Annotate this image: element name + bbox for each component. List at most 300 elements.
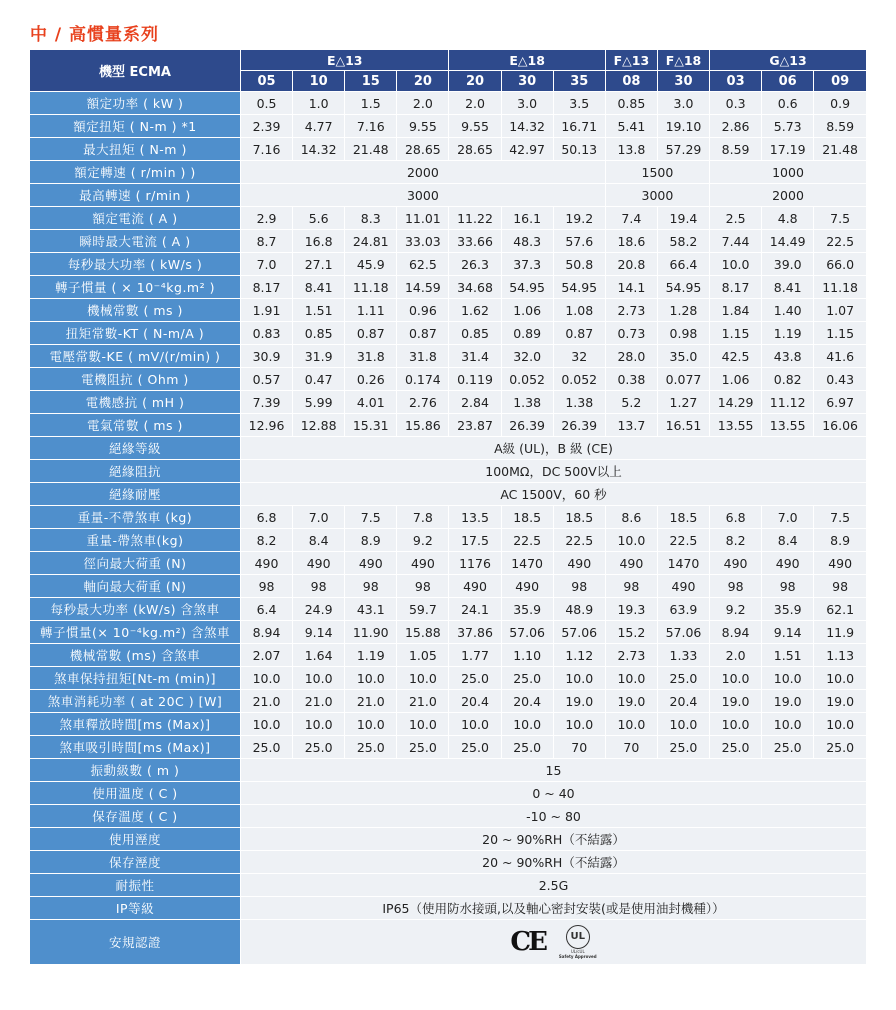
value-cell: 32.0 [501, 345, 553, 368]
value-cell: 22.5 [657, 529, 709, 552]
value-cell: 5.99 [293, 391, 345, 414]
value-cell: 4.8 [762, 207, 814, 230]
value-cell: 0.83 [240, 322, 292, 345]
value-cell: 57.06 [657, 621, 709, 644]
value-cell: 33.66 [449, 230, 501, 253]
value-cell: 14.29 [710, 391, 762, 414]
value-cell: 37.86 [449, 621, 501, 644]
table-row [30, 138, 866, 161]
value-cell: 11.01 [397, 207, 449, 230]
value-cell: 35.0 [657, 345, 709, 368]
value-cell: 2.84 [449, 391, 501, 414]
row-label: 轉子慣量 ( × 10⁻⁴kg.m² ) [30, 276, 240, 299]
value-cell: 31.4 [449, 345, 501, 368]
group-header: F△18 [657, 50, 709, 71]
table-row [30, 644, 866, 667]
value-cell: 18.5 [553, 506, 605, 529]
value-cell: 0.38 [605, 368, 657, 391]
value-cell: 12.96 [240, 414, 292, 437]
model-code: 10 [293, 71, 345, 92]
value-cell: 54.95 [657, 276, 709, 299]
value-cell: 19.0 [710, 690, 762, 713]
value-cell: 11.22 [449, 207, 501, 230]
value-cell: 21.0 [293, 690, 345, 713]
value-cell: 25.0 [345, 736, 397, 759]
row-label: 額定電流 ( A ) [30, 207, 240, 230]
value-cell: 0.26 [345, 368, 397, 391]
value-cell: 14.32 [501, 115, 553, 138]
table-row [30, 736, 866, 759]
model-code: 35 [553, 71, 605, 92]
value-cell: 62.5 [397, 253, 449, 276]
value-cell: 14.49 [762, 230, 814, 253]
value-cell: 98 [710, 575, 762, 598]
value-cell: 26.39 [553, 414, 605, 437]
model-code: 08 [605, 71, 657, 92]
merged-value-cell: 20 ~ 90%RH（不結露） [240, 851, 866, 874]
certification-row [30, 920, 866, 965]
value-cell: 490 [657, 575, 709, 598]
model-code: 30 [657, 71, 709, 92]
table-body [30, 92, 866, 965]
row-label: 軸向最大荷重 (N) [30, 575, 240, 598]
value-cell: 2.9 [240, 207, 292, 230]
value-cell: 66.0 [814, 253, 866, 276]
merged-value-cell: 100MΩ，DC 500V以上 [240, 460, 866, 483]
value-cell: 5.2 [605, 391, 657, 414]
value-cell: 1.19 [762, 322, 814, 345]
value-cell: 28.0 [605, 345, 657, 368]
value-cell: 9.14 [762, 621, 814, 644]
value-cell: 25.0 [501, 736, 553, 759]
value-cell: 98 [553, 575, 605, 598]
value-cell: 2.86 [710, 115, 762, 138]
row-label: 煞車保持扭矩[Nt-m (min)] [30, 667, 240, 690]
table-row [30, 414, 866, 437]
value-cell: 21.48 [345, 138, 397, 161]
table-row [30, 92, 866, 115]
value-cell: 10.0 [240, 713, 292, 736]
row-label: 機械常數 (ms) 含煞車 [30, 644, 240, 667]
table-row [30, 667, 866, 690]
row-label: 每秒最大功率 (kW/s) 含煞車 [30, 598, 240, 621]
value-cell: 490 [397, 552, 449, 575]
value-cell: 0.89 [501, 322, 553, 345]
value-cell: 6.4 [240, 598, 292, 621]
value-cell: 16.1 [501, 207, 553, 230]
value-cell: 98 [345, 575, 397, 598]
value-cell: 14.59 [397, 276, 449, 299]
value-cell: 35.9 [762, 598, 814, 621]
value-cell: 1.51 [762, 644, 814, 667]
value-cell: 98 [762, 575, 814, 598]
row-label: 徑向最大荷重 (N) [30, 552, 240, 575]
value-cell: 10.0 [605, 667, 657, 690]
value-cell: 21.48 [814, 138, 866, 161]
value-cell: 3.0 [501, 92, 553, 115]
value-cell: 10.0 [553, 667, 605, 690]
value-cell: 1.15 [814, 322, 866, 345]
value-cell: 12.88 [293, 414, 345, 437]
value-cell: 13.55 [762, 414, 814, 437]
value-cell: 25.0 [657, 667, 709, 690]
value-cell: 24.1 [449, 598, 501, 621]
value-cell: 25.0 [814, 736, 866, 759]
merged-value-cell: -10 ~ 80 [240, 805, 866, 828]
value-cell: 21.0 [345, 690, 397, 713]
value-cell: 5.41 [605, 115, 657, 138]
value-cell: 7.0 [293, 506, 345, 529]
value-cell: 70 [553, 736, 605, 759]
row-label: 額定轉速 ( r/min ) ) [30, 161, 240, 184]
row-label: 每秒最大功率 ( kW/s ) [30, 253, 240, 276]
value-cell: 19.0 [605, 690, 657, 713]
value-cell: 490 [605, 552, 657, 575]
value-cell: 54.95 [553, 276, 605, 299]
value-cell: 0.3 [710, 92, 762, 115]
value-cell: 8.59 [710, 138, 762, 161]
value-cell: 54.95 [501, 276, 553, 299]
value-cell: 16.71 [553, 115, 605, 138]
table-row [30, 230, 866, 253]
value-cell: 0.87 [553, 322, 605, 345]
value-cell: 0.85 [605, 92, 657, 115]
value-cell: 0.85 [449, 322, 501, 345]
value-cell: 0.87 [345, 322, 397, 345]
group-header: E△18 [449, 50, 605, 71]
value-cell: 4.77 [293, 115, 345, 138]
value-cell: 10.0 [814, 713, 866, 736]
value-cell: 98 [397, 575, 449, 598]
value-cell: 22.5 [553, 529, 605, 552]
value-cell: 42.5 [710, 345, 762, 368]
value-cell: 1.62 [449, 299, 501, 322]
value-cell: 28.65 [449, 138, 501, 161]
row-label: 電氣常數 ( ms ) [30, 414, 240, 437]
value-cell: 7.39 [240, 391, 292, 414]
value-cell: 0.96 [397, 299, 449, 322]
value-cell: 23.87 [449, 414, 501, 437]
value-cell: 10.0 [501, 713, 553, 736]
table-row [30, 207, 866, 230]
value-cell: 1.0 [293, 92, 345, 115]
value-cell: 0.85 [293, 322, 345, 345]
value-cell: 0.5 [240, 92, 292, 115]
value-cell: 1.38 [553, 391, 605, 414]
value-cell: 63.9 [657, 598, 709, 621]
value-cell: 98 [814, 575, 866, 598]
value-cell: 2.0 [449, 92, 501, 115]
row-label: 煞車釋放時間[ms (Max)] [30, 713, 240, 736]
table-row [30, 483, 866, 506]
value-cell: 8.9 [345, 529, 397, 552]
page-title: 中 / 高慣量系列 [30, 25, 160, 45]
value-cell: 1.06 [501, 299, 553, 322]
value-cell: 1470 [501, 552, 553, 575]
value-cell: 11.18 [814, 276, 866, 299]
value-cell: 70 [605, 736, 657, 759]
value-cell: 0.43 [814, 368, 866, 391]
table-row [30, 851, 866, 874]
value-cell: 2.73 [605, 299, 657, 322]
value-cell: 10.0 [449, 713, 501, 736]
row-label: 瞬時最大電流 ( A ) [30, 230, 240, 253]
value-cell: 66.4 [657, 253, 709, 276]
merged-value-cell: 2.5G [240, 874, 866, 897]
value-cell: 11.90 [345, 621, 397, 644]
value-cell: 1.08 [553, 299, 605, 322]
value-cell: 10.0 [710, 667, 762, 690]
value-cell: 9.55 [397, 115, 449, 138]
value-cell: 19.2 [553, 207, 605, 230]
table-row [30, 529, 866, 552]
value-cell: 1470 [657, 552, 709, 575]
model-code: 09 [814, 71, 866, 92]
value-cell: 37.3 [501, 253, 553, 276]
value-cell: 17.5 [449, 529, 501, 552]
ul-text: UL/cUL [570, 949, 585, 954]
value-cell: 57.29 [657, 138, 709, 161]
model-code: 05 [240, 71, 292, 92]
value-cell: 7.16 [240, 138, 292, 161]
value-cell: 25.0 [293, 736, 345, 759]
group-header: F△13 [605, 50, 657, 71]
row-label: 安規認證 [30, 920, 240, 965]
value-cell: 18.6 [605, 230, 657, 253]
row-label: 煞車消耗功率 ( at 20C ) [W] [30, 690, 240, 713]
value-cell: 10.0 [657, 713, 709, 736]
value-cell: 34.68 [449, 276, 501, 299]
value-cell: 8.17 [710, 276, 762, 299]
value-cell: 10.0 [762, 713, 814, 736]
value-cell: 7.16 [345, 115, 397, 138]
table-row [30, 690, 866, 713]
ul-logo: UL [566, 925, 590, 949]
value-cell: 50.8 [553, 253, 605, 276]
table-row [30, 805, 866, 828]
model-label: 機型 ECMA [30, 50, 240, 92]
value-cell: 62.1 [814, 598, 866, 621]
merged-value-cell: 0 ~ 40 [240, 782, 866, 805]
value-cell: 35.9 [501, 598, 553, 621]
value-cell: 1.05 [397, 644, 449, 667]
value-cell: 21.0 [240, 690, 292, 713]
value-cell: 7.0 [240, 253, 292, 276]
value-cell: 490 [553, 552, 605, 575]
merged-value-cell: 1000 [710, 161, 866, 184]
value-cell: 8.6 [605, 506, 657, 529]
merged-value-cell: 2000 [240, 161, 605, 184]
value-cell: 10.0 [397, 667, 449, 690]
row-label: 電機感抗 ( mH ) [30, 391, 240, 414]
value-cell: 31.9 [293, 345, 345, 368]
value-cell: 59.7 [397, 598, 449, 621]
value-cell: 1.15 [710, 322, 762, 345]
value-cell: 1.12 [553, 644, 605, 667]
value-cell: 8.41 [762, 276, 814, 299]
merged-value-cell: 3000 [240, 184, 605, 207]
value-cell: 0.98 [657, 322, 709, 345]
value-cell: 2.07 [240, 644, 292, 667]
table-row [30, 552, 866, 575]
value-cell: 39.0 [762, 253, 814, 276]
table-row [30, 828, 866, 851]
value-cell: 20.8 [605, 253, 657, 276]
value-cell: 1.28 [657, 299, 709, 322]
value-cell: 5.73 [762, 115, 814, 138]
row-label: 使用溼度 [30, 828, 240, 851]
value-cell: 10.0 [293, 667, 345, 690]
merged-value-cell: 3000 [605, 184, 709, 207]
value-cell: 20.4 [501, 690, 553, 713]
value-cell: 11.18 [345, 276, 397, 299]
value-cell: 21.0 [397, 690, 449, 713]
value-cell: 13.7 [605, 414, 657, 437]
table-row [30, 874, 866, 897]
table-row [30, 759, 866, 782]
value-cell: 0.57 [240, 368, 292, 391]
value-cell: 10.0 [762, 667, 814, 690]
model-code: 20 [449, 71, 501, 92]
value-cell: 58.2 [657, 230, 709, 253]
value-cell: 33.03 [397, 230, 449, 253]
table-row [30, 368, 866, 391]
table-row [30, 276, 866, 299]
table-row [30, 161, 866, 184]
value-cell: 42.97 [501, 138, 553, 161]
value-cell: 25.0 [762, 736, 814, 759]
value-cell: 0.87 [397, 322, 449, 345]
value-cell: 26.39 [501, 414, 553, 437]
value-cell: 98 [240, 575, 292, 598]
value-cell: 22.5 [501, 529, 553, 552]
value-cell: 10.0 [814, 667, 866, 690]
value-cell: 25.0 [449, 667, 501, 690]
merged-value-cell: 20 ~ 90%RH（不結露） [240, 828, 866, 851]
value-cell: 24.9 [293, 598, 345, 621]
value-cell: 490 [449, 575, 501, 598]
value-cell: 15.2 [605, 621, 657, 644]
value-cell: 25.0 [449, 736, 501, 759]
value-cell: 10.0 [240, 667, 292, 690]
table-row [30, 115, 866, 138]
table-row [30, 345, 866, 368]
value-cell: 1.10 [501, 644, 553, 667]
value-cell: 8.59 [814, 115, 866, 138]
value-cell: 0.73 [605, 322, 657, 345]
value-cell: 5.6 [293, 207, 345, 230]
merged-value-cell: 1500 [605, 161, 709, 184]
value-cell: 31.8 [397, 345, 449, 368]
model-code: 15 [345, 71, 397, 92]
value-cell: 8.17 [240, 276, 292, 299]
value-cell: 16.8 [293, 230, 345, 253]
group-header: G△13 [710, 50, 866, 71]
value-cell: 22.5 [814, 230, 866, 253]
value-cell: 0.9 [814, 92, 866, 115]
value-cell: 1.51 [293, 299, 345, 322]
value-cell: 1.38 [501, 391, 553, 414]
value-cell: 2.39 [240, 115, 292, 138]
ul-sub: Safety Approved [558, 954, 597, 959]
value-cell: 0.6 [762, 92, 814, 115]
value-cell: 10.0 [605, 529, 657, 552]
value-cell: 8.4 [762, 529, 814, 552]
value-cell: 490 [240, 552, 292, 575]
value-cell: 18.5 [657, 506, 709, 529]
value-cell: 3.5 [553, 92, 605, 115]
value-cell: 13.5 [449, 506, 501, 529]
value-cell: 6.97 [814, 391, 866, 414]
value-cell: 57.06 [501, 621, 553, 644]
value-cell: 18.5 [501, 506, 553, 529]
row-label: 煞車吸引時間[ms (Max)] [30, 736, 240, 759]
model-code: 20 [397, 71, 449, 92]
value-cell: 45.9 [345, 253, 397, 276]
value-cell: 13.55 [710, 414, 762, 437]
value-cell: 48.9 [553, 598, 605, 621]
value-cell: 15.88 [397, 621, 449, 644]
value-cell: 7.0 [762, 506, 814, 529]
value-cell: 0.052 [501, 368, 553, 391]
value-cell: 20.4 [449, 690, 501, 713]
value-cell: 1.91 [240, 299, 292, 322]
table-row [30, 897, 866, 920]
value-cell: 8.3 [345, 207, 397, 230]
value-cell: 17.19 [762, 138, 814, 161]
table-row [30, 437, 866, 460]
value-cell: 2.5 [710, 207, 762, 230]
row-label: 重量-不帶煞車 (kg) [30, 506, 240, 529]
value-cell: 1.06 [710, 368, 762, 391]
value-cell: 25.0 [710, 736, 762, 759]
value-cell: 490 [762, 552, 814, 575]
value-cell: 98 [605, 575, 657, 598]
value-cell: 1.84 [710, 299, 762, 322]
value-cell: 24.81 [345, 230, 397, 253]
value-cell: 25.0 [657, 736, 709, 759]
value-cell: 57.06 [553, 621, 605, 644]
value-cell: 32 [553, 345, 605, 368]
value-cell: 19.0 [553, 690, 605, 713]
table-header [30, 50, 866, 92]
value-cell: 0.119 [449, 368, 501, 391]
value-cell: 10.0 [397, 713, 449, 736]
value-cell: 490 [293, 552, 345, 575]
value-cell: 98 [293, 575, 345, 598]
value-cell: 11.9 [814, 621, 866, 644]
value-cell: 1.11 [345, 299, 397, 322]
value-cell: 8.2 [240, 529, 292, 552]
value-cell: 10.0 [710, 253, 762, 276]
value-cell: 1.40 [762, 299, 814, 322]
value-cell: 1.07 [814, 299, 866, 322]
value-cell: 13.8 [605, 138, 657, 161]
value-cell: 8.9 [814, 529, 866, 552]
row-label: 絕緣耐壓 [30, 483, 240, 506]
table-row [30, 460, 866, 483]
value-cell: 490 [710, 552, 762, 575]
value-cell: 4.01 [345, 391, 397, 414]
merged-value-cell: 15 [240, 759, 866, 782]
value-cell: 9.55 [449, 115, 501, 138]
value-cell: 11.12 [762, 391, 814, 414]
value-cell: 1.27 [657, 391, 709, 414]
value-cell: 1176 [449, 552, 501, 575]
value-cell: 14.32 [293, 138, 345, 161]
value-cell: 19.3 [605, 598, 657, 621]
value-cell: 2.76 [397, 391, 449, 414]
